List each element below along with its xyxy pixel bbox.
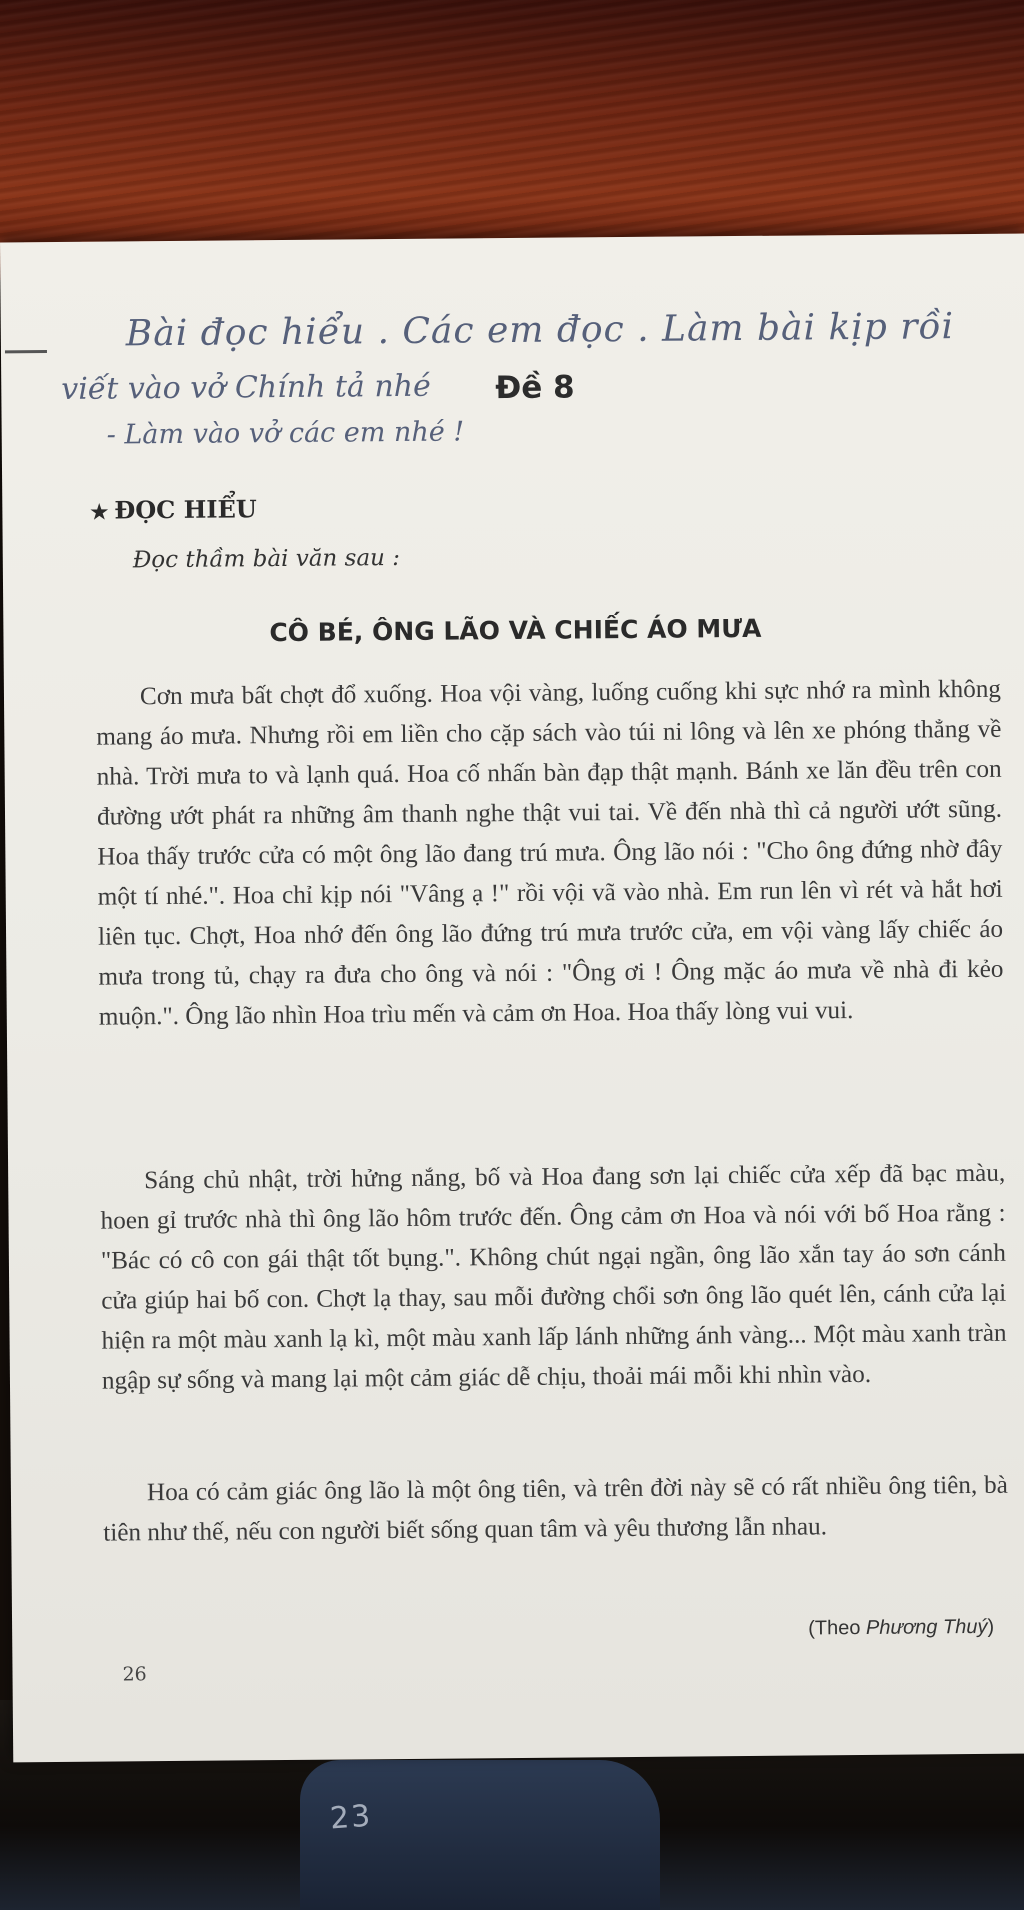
section-heading bbox=[90, 494, 257, 524]
book-page bbox=[0, 234, 1024, 1763]
source-prefix: (Theo bbox=[808, 1616, 867, 1640]
story-paragraph-3: Hoa có cảm giác ông lão là một ông tiên, và trên đời này sẽ có rất nhiều ông tiên, bà tiên như thế, nếu con người biết sống quan tâm và yêu thương lẫn nhau. bbox=[103, 1471, 1009, 1547]
handwritten-note-line-1: Bài đọc hiểu . Các em đọc . Làm bài kịp rồi bbox=[125, 306, 955, 355]
story-paragraph-2: Sáng chủ nhật, trời hửng nắng, bố và Hoa đang sơn lại chiếc cửa xếp đã bạc màu, hoen gỉ trước nhà thì ông lão hôm trước đến. Ông cảm ơn Hoa và nói với bố Hoa rằng : "Bác có cô con gái thật tốt bụng.". Không chút ngại ngần, ông lão xắn tay áo sơn cánh cửa giúp hai bố con. Chợt lạ thay, sau mỗi đường chổi sơn ông lão quét lên, cánh cửa lại hiện ra một màu xanh lạ kì, một màu xanh lấp lánh những ánh vàng... Một màu xanh tràn ngập sự sống và mang lại một cảm giác dễ chịu, thoải mái mỗi khi nhìn vào. bbox=[100, 1159, 1007, 1395]
handwritten-note-line-3: - Làm vào vở các em nhé ! bbox=[106, 416, 465, 451]
exam-heading: Đề 8 bbox=[495, 369, 575, 407]
fabric-cloth bbox=[300, 1760, 660, 1910]
story-title: CÔ BÉ, ÔNG LÃO VÀ CHIẾC ÁO MƯA bbox=[269, 613, 762, 648]
handwritten-note-line-2: viết vào vở Chính tả nhé bbox=[61, 368, 431, 407]
source-author: Phương Thuý bbox=[865, 1615, 988, 1639]
fabric-print: 23 bbox=[328, 1798, 374, 1837]
margin-dash bbox=[5, 350, 47, 353]
section-label: ĐỌC HIỂU bbox=[114, 494, 257, 525]
story-paragraph-1: Cơn mưa bất chợt đổ xuống. Hoa vội vàng, luống cuống khi sực nhớ ra mình không mang áo mưa. Nhưng rồi em liền cho cặp sách vào túi ni lông và lên xe phóng thẳng về nhà. Trời mưa to và lạnh quá. Hoa cố nhấn bàn đạp thật mạnh. Bánh xe lăn đều trên con đường ướt phát ra những âm thanh nghe thật vui tai. Về đến nhà thì cả người ướt sũng. Hoa thấy trước cửa có một ông lão đang trú mưa. Ông lão nói : "Cho ông đứng nhờ đây một tí nhé.". Hoa chỉ kịp nói "Vâng ạ !" rồi vội vã vào nhà. Em run lên vì rét và hắt hơi liên tục. Chợt, Hoa nhớ đến ông lão đứng trú mưa trước cửa, em vội vàng lấy chiếc áo mưa trong tủ, chạy ra đưa cho ông và nói : "Ông ơi ! Ông mặc áo mưa về nhà đi kẻo muộn.". Ông lão nhìn Hoa trìu mến và cảm ơn Hoa. Hoa thấy lòng vui vui. bbox=[96, 675, 1004, 1031]
page-number: 26 bbox=[122, 1663, 147, 1686]
reading-instruction: Đọc thầm bài văn sau : bbox=[132, 544, 401, 574]
star-icon: ★ bbox=[90, 499, 109, 524]
source-suffix: ) bbox=[987, 1615, 995, 1638]
story-source bbox=[808, 1616, 994, 1641]
